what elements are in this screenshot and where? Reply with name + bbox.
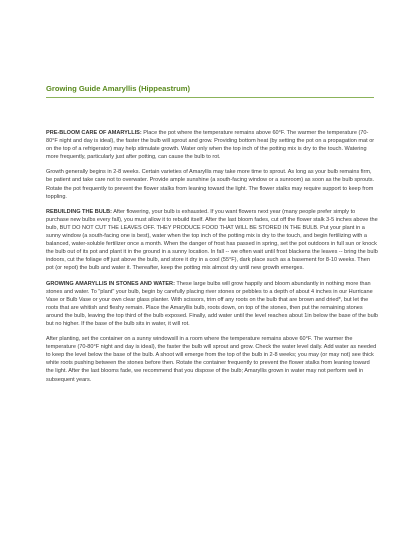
section-heading-rebuilding: REBUILDING THE BULB: <box>46 208 112 215</box>
section-heading-pre-bloom: PRE-BLOOM CARE OF AMARYLLIS: <box>46 130 142 136</box>
paragraph-growth <box>46 168 378 200</box>
paragraph-text: Growth generally begins in 2-8 weeks. Certain varieties of Amaryllis may take more time to sprout. As long as your bulb remains firm, be patient and take care not to overwater. Provide ample sunshine (a south-facing window or a sunroom) as soon as the bulb sprouts. Rotate the pot frequently to prevent the flower stalks from leaning toward the light. The flower stalks may require support to keep from toppling. <box>46 169 375 200</box>
paragraph-after-planting <box>46 335 378 384</box>
page-title: Growing Guide Amaryllis (Hippeastrum) <box>46 84 191 93</box>
document-body <box>46 129 378 391</box>
paragraph-pre-bloom <box>46 129 378 161</box>
paragraph-text: After planting, set the container on a sunny windowsill in a room where the temperature remains above 60°F. The warmer the temperature (70-80°F night and day is ideal), the faster the bulb will sprout and grow. Check the water level daily. Add water as needed to keep the level below the base of the bulb. A shoot will emerge from the top of the bulb in 2-8 weeks; you may (or may not) see thick white roots pushing between the stones before then. Rotate the container frequently to prevent the flower stalks from leaning toward the light. After the last blooms fade, we recommend that you dispose of the bulb; Amaryllis grown in water may not perform well in subsequent years. <box>46 336 377 383</box>
paragraph-rebuilding <box>46 208 378 273</box>
paragraph-text: Place the pot where the temperature remains above 60°F. The warmer the temperature (70-80°F night and day is ideal), the faster the bulb will sprout and grow. Providing bottom heat (by setting the pot on a propagation mat or on the top of a refrigerator) may help stimulate growth. Water only when the top inch of the potting mix is dry to the touch. Watering more frequently, particularly just after potting, can cause the bulb to rot. <box>46 130 375 161</box>
title-block <box>46 84 376 98</box>
paragraph-text: These large bulbs will grow happily and bloom abundantly in nothing more than stones and water. To "plant" your bulb, begin by carefully placing river stones or pebbles to a depth of about 4 inches in our Hurricane Vase or Bulb Vase or your own clear glass planter. With scissors, trim off any roots on the bulb that are brown and dried*, but let the roots that are whitish and fleshy remain. Place the Amaryllis bulb, roots down, on top of the stones, then put the remaining stones around the bulb, leaving the top third of the bulb exposed. Finally, add water until the level reaches about 1in below the base of the bulb but no higher. If the base of the bulb sits in water, it will rot. <box>46 280 379 327</box>
paragraph-stones-water <box>46 280 378 329</box>
section-heading-stones-water: GROWING AMARYLLIS IN STONES AND WATER: <box>46 280 175 287</box>
paragraph-text: After flowering, your bulb is exhausted. If you want flowers next year (many people prefer simply to purchase new bulbs every fall), you must allow it to rebuild itself. After the last bloom fades, cut off the flower stalk 3-5 inches above the bulb, BUT DO NOT CUT THE LEAVES OFF. THEY PRODUCE FOOD THAT WILL BE STORED IN THE BULB. Put your plant in a sunny window (a south-facing one is best), water when the top inch of the potting mix is dry to the touch, and begin fertilizing with a balanced, water-soluble fertilizer once a month. When the danger of frost has passed in spring, set the pot outdoors in full sun or knock the bulb out of its pot and plant it in the ground in a sunny location. In fall -- we often wait until frost blackens the leaves -- bring the bulb indoors, cut the foliage off just above the bulb, and store it dry in a cool (55°F), dark place such as a basement for 8-10 weeks. Then pot (or repot) the bulb and water it. Thereafter, keep the potting mix almost dry until new growth emerges. <box>46 208 378 272</box>
title-divider <box>46 97 374 98</box>
